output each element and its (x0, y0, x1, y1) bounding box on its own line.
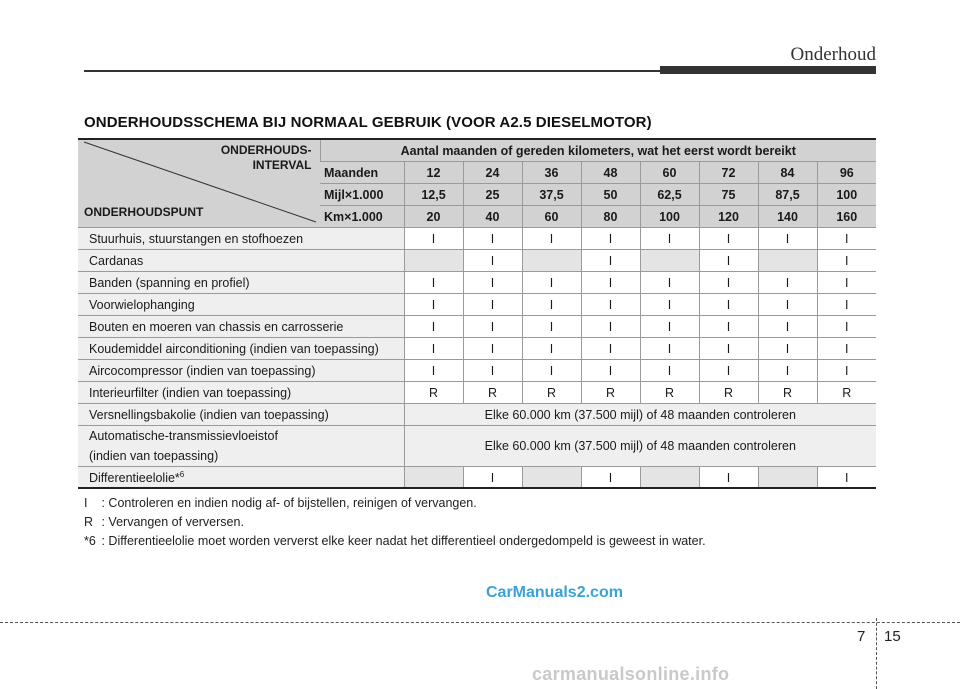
mark-cell: I (463, 228, 522, 250)
legend (84, 494, 706, 551)
mark-cell: I (463, 338, 522, 360)
mark-cell: I (463, 250, 522, 272)
chapter-title: Onderhoud (790, 44, 876, 65)
miles-cell: 62,5 (640, 184, 699, 206)
mark-cell: R (758, 382, 817, 404)
mark-cell (522, 467, 581, 489)
interval-note: Elke 60.000 km (37.500 mijl) of 48 maanden controleren (404, 404, 876, 426)
header-rule (84, 70, 660, 72)
mark-cell: I (581, 360, 640, 382)
mark-cell: I (522, 338, 581, 360)
header-rule-bold (660, 66, 876, 74)
mark-cell (404, 250, 463, 272)
page-number: 15 (884, 628, 901, 645)
mark-cell (522, 250, 581, 272)
mark-cell: I (463, 294, 522, 316)
mark-cell: I (581, 250, 640, 272)
km-cell: 40 (463, 206, 522, 228)
miles-cell: 50 (581, 184, 640, 206)
table-row (78, 360, 876, 382)
mark-cell: I (758, 360, 817, 382)
miles-cell: 75 (699, 184, 758, 206)
mark-cell: I (699, 228, 758, 250)
mark-cell: I (581, 272, 640, 294)
months-cell: 24 (463, 162, 522, 184)
mark-cell (758, 250, 817, 272)
legend-item: I : Controleren en indien nodig af- of bijstellen, reinigen of vervangen. (84, 496, 477, 510)
mark-cell: I (758, 316, 817, 338)
mark-cell: I (522, 360, 581, 382)
km-cell: 160 (817, 206, 876, 228)
mark-cell: I (640, 272, 699, 294)
mark-cell: I (522, 316, 581, 338)
mark-cell: I (699, 467, 758, 489)
mark-cell: I (699, 294, 758, 316)
table-bottom-border (78, 487, 876, 489)
mark-cell: I (640, 338, 699, 360)
mark-cell: R (581, 382, 640, 404)
months-cell: 72 (699, 162, 758, 184)
footer-dashed-divider (876, 618, 877, 689)
legend-item: R : Vervangen of verversen. (84, 515, 244, 529)
mark-cell: R (404, 382, 463, 404)
item-label: Voorwielophanging (78, 294, 404, 316)
footer-site-watermark: carmanualsonline.info (532, 664, 730, 684)
table-row (78, 426, 876, 467)
mark-cell: I (640, 294, 699, 316)
mark-cell: I (699, 360, 758, 382)
item-label: Differentieelolie*$^6$ (78, 467, 404, 489)
months-label: Maanden (320, 162, 404, 184)
miles-label: Mijl×1.000 (320, 184, 404, 206)
mark-cell: I (817, 272, 876, 294)
mark-cell: I (817, 316, 876, 338)
mark-cell: I (404, 294, 463, 316)
mark-cell (640, 467, 699, 489)
interval-note: Elke 60.000 km (37.500 mijl) of 48 maanden controleren (404, 426, 876, 467)
mark-cell: I (699, 316, 758, 338)
months-cell: 12 (404, 162, 463, 184)
maintenance-schedule-table (78, 140, 876, 489)
km-cell: 120 (699, 206, 758, 228)
mark-cell: I (699, 250, 758, 272)
mark-cell: I (581, 316, 640, 338)
mark-cell: R (699, 382, 758, 404)
mark-cell: I (699, 272, 758, 294)
mark-cell: I (581, 294, 640, 316)
mark-cell: I (404, 338, 463, 360)
km-cell: 80 (581, 206, 640, 228)
table-row (78, 272, 876, 294)
mark-cell: I (463, 316, 522, 338)
corner-item-label: ONDERHOUDSPUNT (84, 205, 204, 219)
km-cell: 100 (640, 206, 699, 228)
mark-cell: I (463, 467, 522, 489)
mark-cell: I (817, 250, 876, 272)
months-cell: 96 (817, 162, 876, 184)
item-label: Aircocompressor (indien van toepassing) (78, 360, 404, 382)
mark-cell: I (522, 272, 581, 294)
section-title: ONDERHOUDSSCHEMA BIJ NORMAAL GEBRUIK (VOOR A2.5 DIESELMOTOR) (84, 114, 652, 131)
mark-cell: I (640, 360, 699, 382)
item-label: Interieurfilter (indien van toepassing) (78, 382, 404, 404)
mark-cell (404, 467, 463, 489)
mark-cell: I (522, 294, 581, 316)
mark-cell: I (758, 294, 817, 316)
table-row (78, 250, 876, 272)
footer-dashed-line (0, 622, 960, 623)
table-row (78, 228, 876, 250)
mark-cell: R (522, 382, 581, 404)
mark-cell: I (404, 360, 463, 382)
mark-cell (640, 250, 699, 272)
mark-cell: I (758, 338, 817, 360)
mark-cell: I (581, 467, 640, 489)
page-chapter-number: 7 (857, 628, 866, 645)
item-label: Cardanas (78, 250, 404, 272)
miles-cell: 100 (817, 184, 876, 206)
mark-cell: R (640, 382, 699, 404)
mark-cell: I (640, 228, 699, 250)
mark-cell: R (817, 382, 876, 404)
table-row (78, 404, 876, 426)
mark-cell: I (404, 272, 463, 294)
table-corner-header (78, 140, 320, 228)
mark-cell: R (463, 382, 522, 404)
mark-cell: I (463, 272, 522, 294)
months-cell: 48 (581, 162, 640, 184)
interval-header: Aantal maanden of gereden kilometers, wat het eerst wordt bereikt (320, 140, 876, 162)
mark-cell: I (581, 228, 640, 250)
mark-cell: I (463, 360, 522, 382)
item-label: Bouten en moeren van chassis en carrosserie (78, 316, 404, 338)
mark-cell (758, 467, 817, 489)
watermark-link[interactable]: CarManuals2.com (486, 584, 623, 601)
miles-cell: 87,5 (758, 184, 817, 206)
km-cell: 60 (522, 206, 581, 228)
mark-cell: I (817, 294, 876, 316)
mark-cell: I (817, 228, 876, 250)
item-label: Stuurhuis, stuurstangen en stofhoezen (78, 228, 404, 250)
mark-cell: I (522, 228, 581, 250)
mark-cell: I (404, 316, 463, 338)
mark-cell: I (817, 338, 876, 360)
km-label: Km×1.000 (320, 206, 404, 228)
mark-cell: I (581, 338, 640, 360)
item-label: Koudemiddel airconditioning (indien van toepassing) (78, 338, 404, 360)
mark-cell: I (404, 228, 463, 250)
mark-cell: I (758, 272, 817, 294)
item-label: Banden (spanning en profiel) (78, 272, 404, 294)
months-cell: 60 (640, 162, 699, 184)
mark-cell: I (758, 228, 817, 250)
item-label: Automatische-transmissievloeistof (indien van toepassing) (78, 426, 404, 467)
miles-cell: 37,5 (522, 184, 581, 206)
legend-item: *6 : Differentieelolie moet worden ververst elke keer nadat het differentieel ondergedompeld is geweest in water. (84, 534, 706, 548)
months-cell: 84 (758, 162, 817, 184)
miles-cell: 25 (463, 184, 522, 206)
corner-interval-label: ONDERHOUDS- INTERVAL (220, 143, 312, 172)
item-label: Versnellingsbakolie (indien van toepassing) (78, 404, 404, 426)
months-cell: 36 (522, 162, 581, 184)
km-cell: 20 (404, 206, 463, 228)
table-row (78, 338, 876, 360)
footnote-marker: 6 (179, 469, 185, 479)
mark-cell: I (640, 316, 699, 338)
table-row (78, 316, 876, 338)
km-cell: 140 (758, 206, 817, 228)
miles-cell: 12,5 (404, 184, 463, 206)
table-row (78, 294, 876, 316)
table-row (78, 467, 876, 489)
mark-cell: I (699, 338, 758, 360)
table-row (78, 382, 876, 404)
mark-cell: I (817, 467, 876, 489)
mark-cell: I (817, 360, 876, 382)
